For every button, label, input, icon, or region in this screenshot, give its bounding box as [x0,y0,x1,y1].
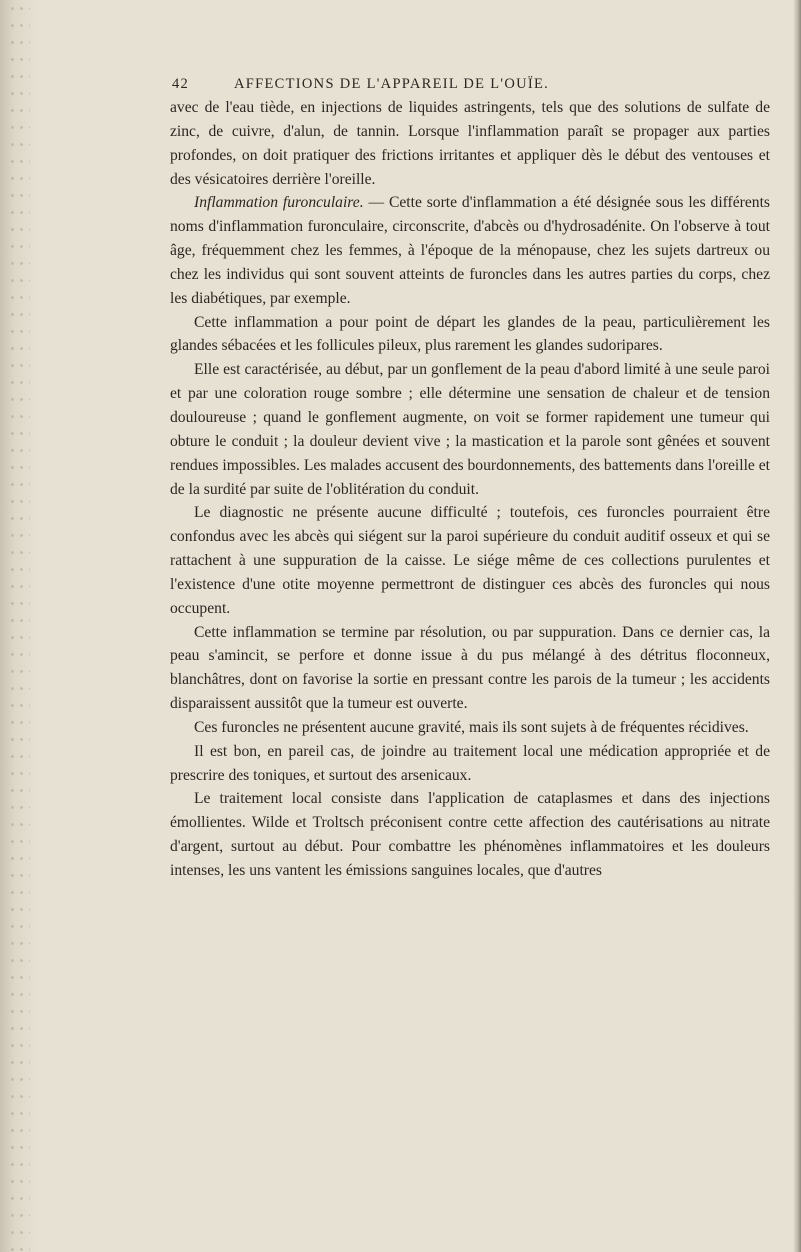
paragraph-text: — Cette sorte d'inflammation a été désignée sous les différents noms d'inflammation furonculaire, circonscrite, d'abcès ou d'hydrosadénite. On l'observe à tout âge, fréquemment chez les femmes, à l'époque de la ménopause, chez les sujets dartreux ou chez les individus qui sont souvent atteints de furoncles dans les autres parties du corps, chez les diabétiques, par exemple. [170,194,770,307]
page-edge-shadow [793,0,801,1252]
paragraph: Elle est caractérisée, au début, par un gonflement de la peau d'abord limité à une seule paroi et par une coloration rouge sombre ; elle détermine une sensation de chaleur et de tension douloureuse ; quand le gonflement augmente, on voit se former rapidement une tumeur qui obture le conduit ; la douleur devient vive ; la mastication et la parole sont gênées et souvent rendues impossibles. Les malades accusent des bourdonnements, des battements dans l'oreille et de la surdité par suite de l'oblitération du conduit. [170,361,770,498]
page-number: 42 [172,76,190,92]
paragraph: Ces furoncles ne présentent aucune gravité, mais ils sont sujets à de fréquentes récidives. [194,718,749,736]
paragraph: Il est bon, en pareil cas, de joindre au traitement local une médication appropriée et de prescrire des toniques, et surtout des arsenicaux. [170,742,770,784]
paragraph: avec de l'eau tiède, en injections de liquides astringents, tels que des solutions de sulfate de zinc, de cuivre, d'alun, de tannin. Lorsque l'inflammation paraît se propager aux parties profondes, on doit pratiquer des frictions irritantes et appliquer dès le début des ventouses et des vésicatoires derrière l'oreille. [170,99,770,188]
paragraph: Le traitement local consiste dans l'application de cataplasmes et dans des injections émollientes. Wilde et Troltsch préconisent contre cette affection des cautérisations au nitrate d'argent, surtout au début. Pour combattre les phénomènes inflammatoires et les douleurs intenses, les uns vantent les émissions sanguines locales, que d'autres [170,790,770,879]
paragraph: Le diagnostic ne présente aucune difficulté ; toutefois, ces furoncles pourraient être confondus avec les abcès qui siégent sur la paroi supérieure du conduit auditif osseux et qui se rattachent à une suppuration de la caisse. Le siége même de ces collections purulentes et l'existence d'une otite moyenne permettront de distinguer ces abcès des furoncles qui nous occupent. [170,504,770,617]
paragraph: Cette inflammation a pour point de départ les glandes de la peau, particulièrement les glandes sébacées et les follicules pileux, plus rarement les glandes sudoripares. [170,313,770,355]
paragraph: Cette inflammation se termine par résolution, ou par suppuration. Dans ce dernier cas, la peau s'amincit, se perfore et donne issue à du pus mélangé à des détritus floconneux, blanchâtres, dont on favorise la sortie en pressant contre les parois de la tumeur ; les accidents disparaissent aussitôt que la tumeur est ouverte. [170,623,770,713]
binding-stitches [8,0,30,1252]
body-text [170,96,770,883]
section-lead: Inflammation furonculaire. [194,194,364,212]
paragraph-furonculaire [170,191,770,310]
page-header [172,76,772,96]
book-binding-shadow [0,0,40,1252]
running-head: AFFECTIONS DE L'APPAREIL DE L'OUÏE. [234,76,550,92]
